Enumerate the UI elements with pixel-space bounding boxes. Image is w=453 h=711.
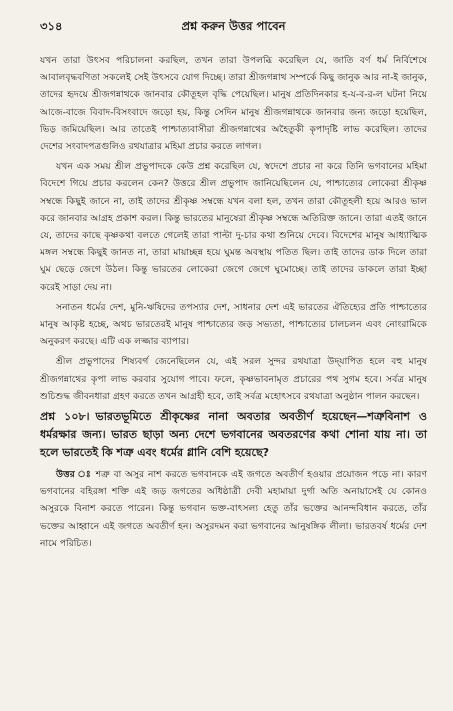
paragraph-4: শ্রীল প্রভুপাদের শিষ্যবর্গ জেনেছিলেন যে, এই সরল সুন্দর রথযাত্রা উদ্‌যাপিত হলে বহু মানুষ শ্রীজগন্নাথের কৃপা লাভ করবার সুযোগ পাবে। ফলে, কৃষ্ণভাবনামৃত প্রচারের পথ সুগম হবে। সর্বত্র মানুষ শুচিশুদ্ধ জীবনধারা গ্রহণ করতে তখন আগ্রহী হবে, তাই সর্বত্র মহোৎসবে রথযাত্রা অনুষ্ঠান পালন করছেন। xyxy=(40,356,427,402)
question-label: প্রশ্ন ১০৮। xyxy=(40,410,90,424)
page-header xyxy=(40,18,427,40)
running-title: প্রশ্ন করুন উত্তর পাবেন xyxy=(181,19,286,33)
answer-text: শত্রু বা অসুর নাশ করতে ভগবানকে এই জগতে অবতীর্ণ হওয়ার প্রয়োজন পড়ে না। কারণ ভগবানের বহিরঙ্গা শক্তি এই জড় জগতের অধিষ্ঠাত্রী দেবী মহামায়া দুর্গা অতি অনায়াসেই যে কোনও অসুরকে বিনাশ করতে পারেন। কিন্তু ভগবান ভক্ত-বাৎসল্য হেতু তাঁর ভক্তের আনন্দবিধান করতে, তাঁর ভক্তের আহ্বানে এই জগতে অবতীর্ণ হন। অসুরদমন করা ভগবানের আনুষঙ্গিক লীলা। ভারতবর্ষ ধর্মের দেশ নামে পরিচিত। xyxy=(40,469,428,549)
answer-block xyxy=(40,466,427,552)
paragraph-2: যখন এক সময় শ্রীল প্রভুপাদকে কেউ প্রশ্ন করেছিল যে, স্বদেশে প্রচার না করে তিনি ভগবানের মহিমা বিদেশে গিয়ে প্রচার করলেন কেন? উত্তরে শ্রীল প্রভুপাদ জানিয়েছিলেন যে, পাশ্চাত্যের লোকেরা শ্রীকৃষ্ণ সম্বন্ধে কিছুই জানে না, তাই তাদের শ্রীকৃষ্ণ সম্বন্ধে যখন বলা হল, তখন তারা কৌতূহলী হয়ে আরও ভাল করে জানবার আগ্রহ প্রকাশ করল। কিন্তু ভারতের মানুষেরা শ্রীকৃষ্ণ সম্বন্ধে অতিরিক্ত জানে। তারা এতই জানে যে, তাদের কাছে কৃষ্ণকথা বলতে গেলেই তারা পাল্টা দু-চার কথা শুনিয়ে দেবে। বিদেশের মানুষ আধ্যাত্মিক মঙ্গল সম্বন্ধে কিছুই জানত না, তারা মায়াচ্ছন্ন হয়ে ঘুমন্ত অবস্থায় পতিত ছিল। তাই তাদের ডাক দিলে তারা ঘুম ছেড়ে জেগে উঠল। কিন্তু ভারতের লোকেরা জেগে জেগে ঘুমোচ্ছে। তাই তাদের ডাকলে তারা ইচ্ছা করেই সাড়া দেয় না। xyxy=(40,161,427,293)
page-number: ৩১৪ xyxy=(40,19,63,33)
question-block xyxy=(40,408,427,462)
paragraph-3: সনাতন ধর্মের দেশ, মুনি-ঋষিদের তপস্যার দেশ, সাধনার দেশ এই ভারতের ঐতিহ্যের প্রতি পাশ্চাত্যের মানুষ আকৃষ্ট হচ্ছে, অথচ ভারতেরই মানুষ পাশ্চাত্যের জড় সভ্যতা, পাশ্চাত্যের চালচলন এবং নোংরামিকে অনুকরণ করছে। এটি এক লজ্জার ব্যাপার। xyxy=(40,301,427,348)
paragraph-1: যখন তারা উৎসব পরিচালনা করছিল, তখন তারা উপলব্ধি করেছিল যে, জাতি বর্ণ ধর্ম নির্বিশেষে আবালবৃদ্ধবণিতা সকলেই সেই উৎসবে যোগ দিচ্ছে। তারা শ্রীজগন্নাথ সম্পর্কে কিছু জানুক আর না-ই জানুক, তাদের হৃদয়ে শ্রীজগন্নাথকে জানবার কৌতূহল বৃদ্ধি পেয়েছিল। মানুষ প্রতিদিনকার হ-য-ব-র-ল ঘটনা নিয়ে আজে-বাজে বিবাদ-বিসংবাদে জড়ো হয়, কিন্তু সেদিন মানুষ শ্রীজগন্নাথকে জানবার জন্য জড়ো হয়েছিল, ভিড় জমিয়েছিল। আর তাতেই পাশ্চাত্যবাসীরা শ্রীজগন্নাথের অহৈতুকী কৃপাদৃষ্টি লাভ করেছিল। তাদের দেশের সংবাদপত্রগুলিও রথযাত্রার মহিমা প্রচার করতে লাগল। xyxy=(40,55,427,153)
answer-label: উত্তর ঃ xyxy=(56,469,92,481)
question-text: ভারতভূমিতে শ্রীকৃষ্ণের নানা অবতার অবতীর্ণ হয়েছেন—শত্রুবিনাশ ও ধর্মরক্ষার জন্য। ভারত ছাড়া অন্য দেশে ভগবানের অবতরণের কথা শোনা যায় না। তা হলে ভারতেই কি শত্রু এবং ধর্মের গ্লানি বেশি হয়েছে? xyxy=(40,410,428,460)
page-body xyxy=(40,52,427,552)
